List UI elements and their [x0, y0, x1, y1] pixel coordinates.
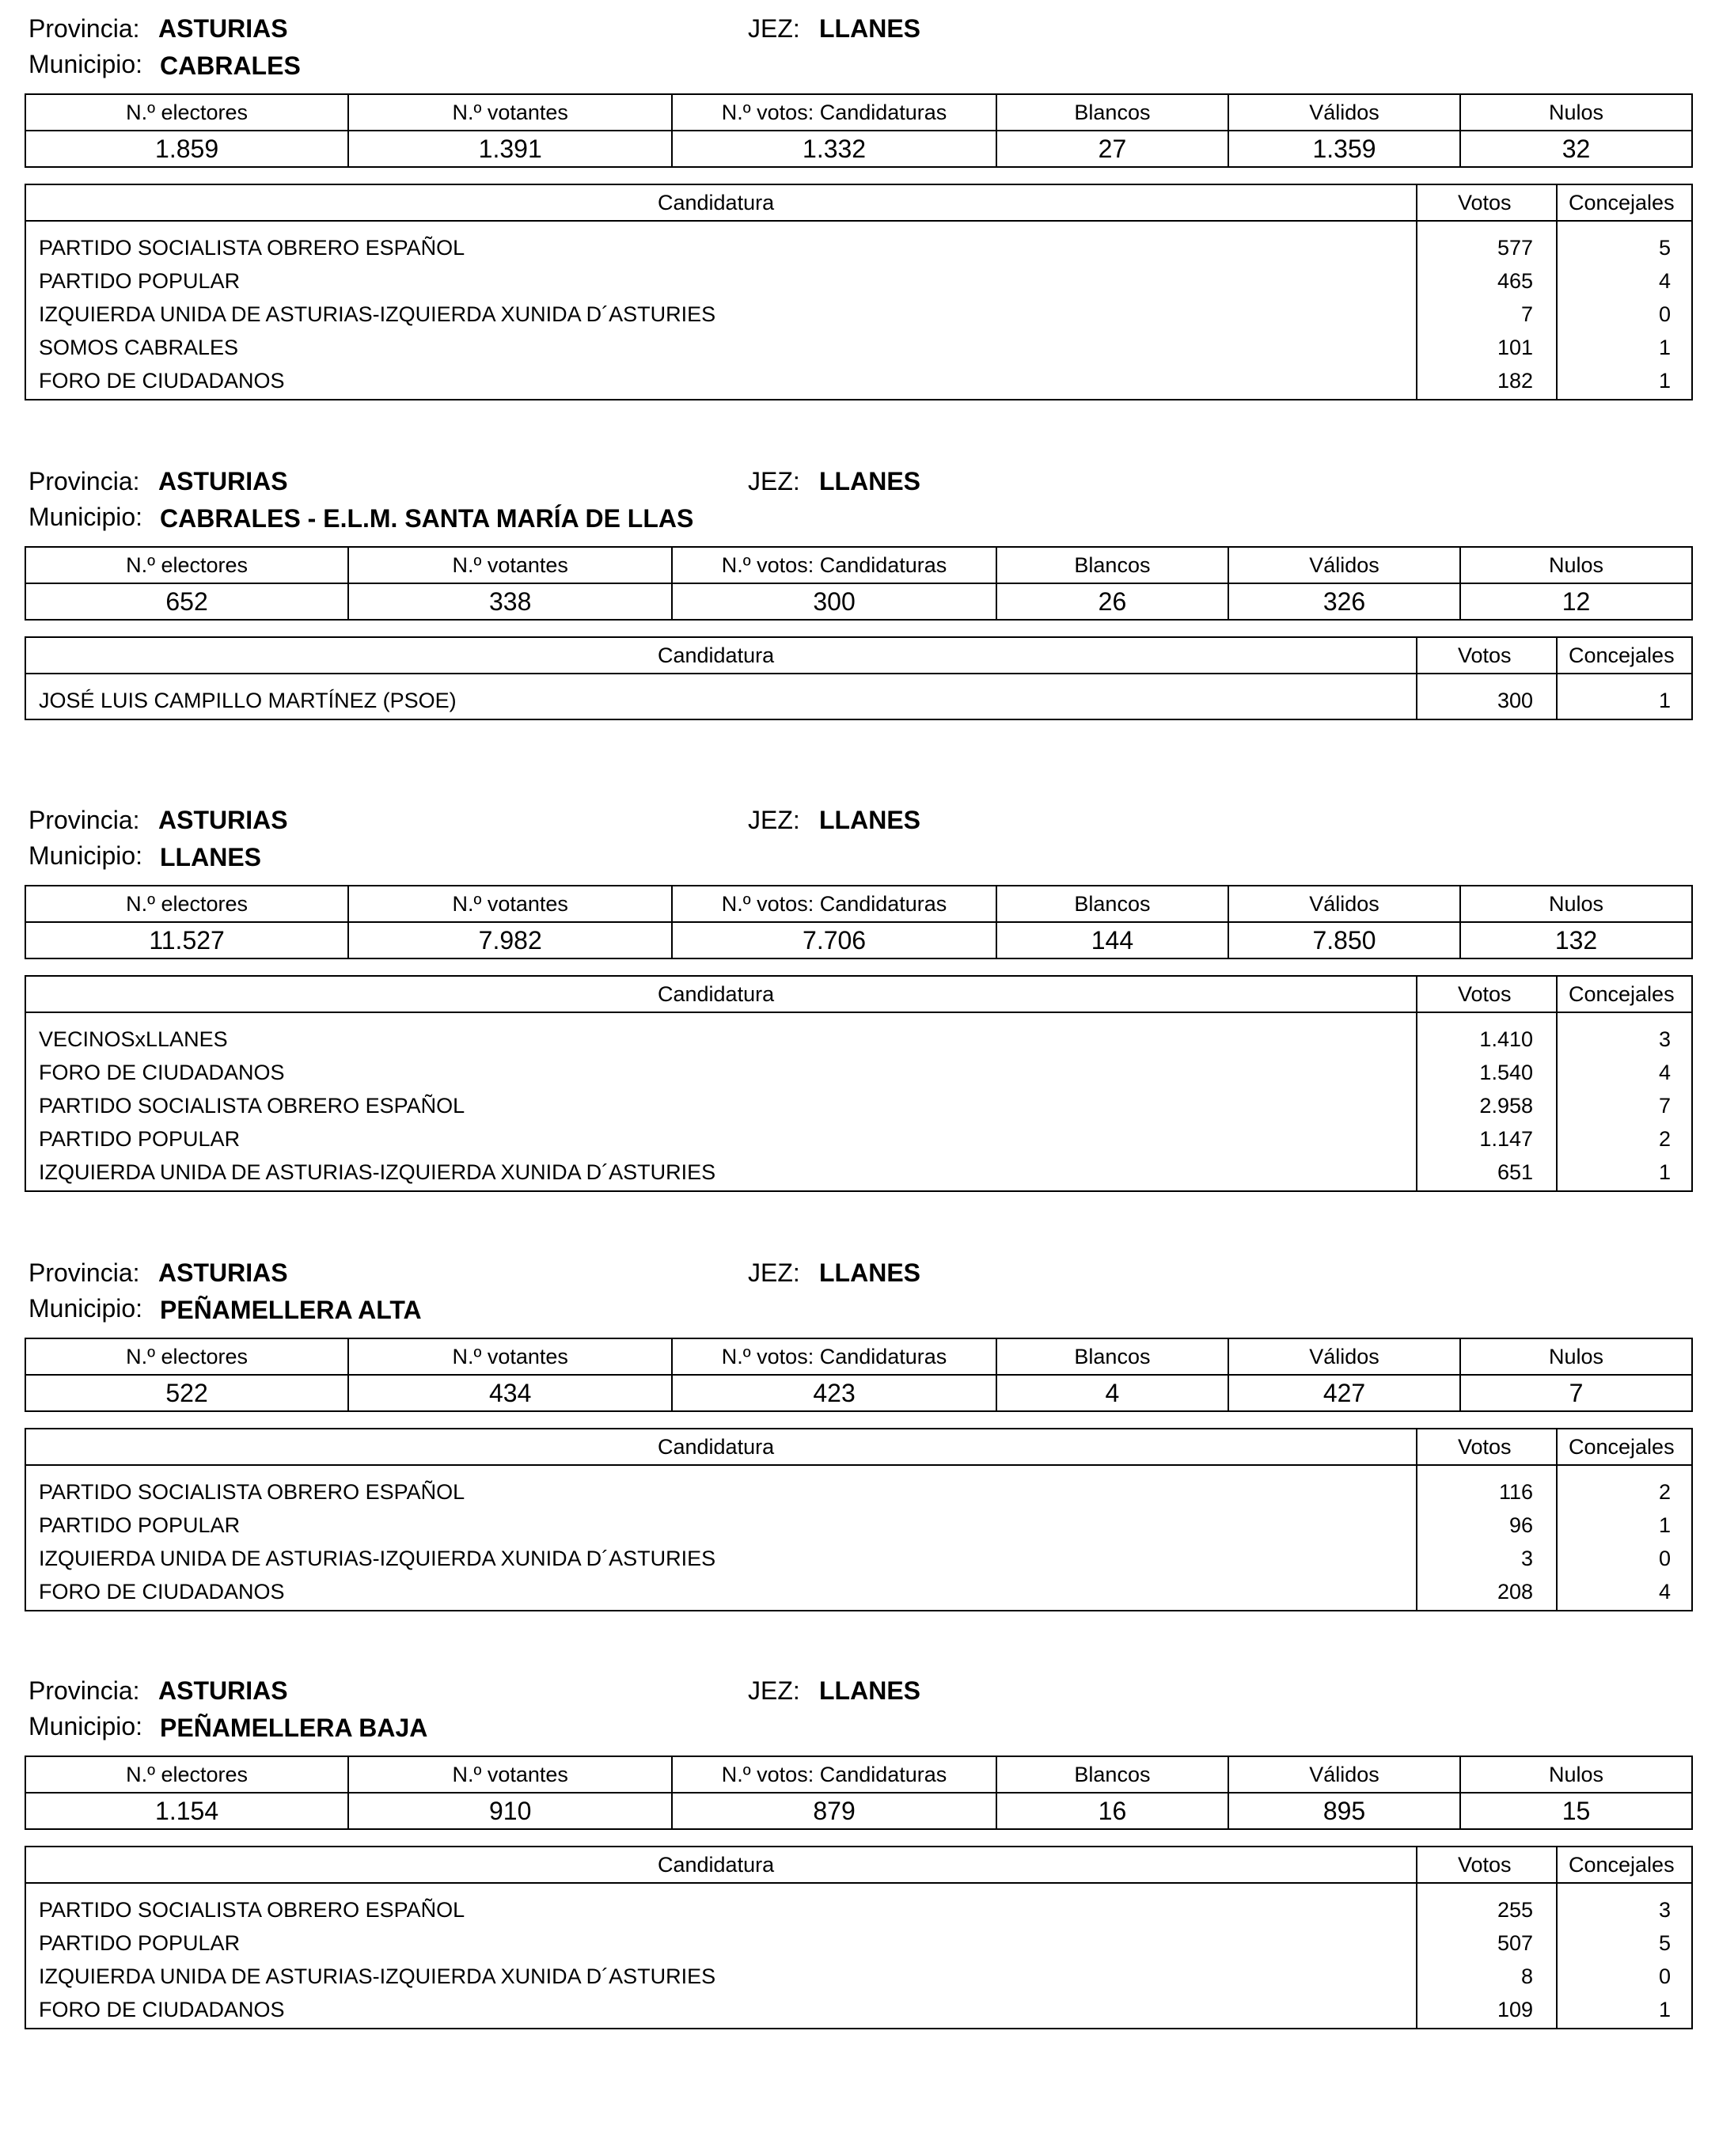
- summary-value-row: [25, 583, 1692, 620]
- provincia-label: Provincia:: [28, 1676, 140, 1705]
- summary-value-cell: 144: [996, 922, 1228, 958]
- candidatura-name: PARTIDO POPULAR: [39, 269, 241, 293]
- column-divider: [1556, 638, 1558, 719]
- candidatura-row: [26, 364, 1691, 397]
- candidatura-votos: 255: [1497, 1898, 1533, 1922]
- summary-value-cell: 326: [1228, 583, 1460, 620]
- summary-header-row: [25, 1756, 1692, 1793]
- jez-value: LLANES: [819, 14, 920, 43]
- municipio-block: [0, 467, 1719, 712]
- municipio-block: [0, 1258, 1719, 1604]
- candidatura-votos: 109: [1497, 1998, 1533, 2021]
- summary-header-cell: Blancos: [996, 1338, 1228, 1375]
- summary-table: [25, 93, 1693, 168]
- candidatura-votos: 3: [1520, 1547, 1533, 1570]
- candidatura-row: [26, 684, 1691, 717]
- candidatura-name: FORO DE CIUDADANOS: [39, 1580, 285, 1604]
- section-header: [0, 1258, 1719, 1338]
- summary-header-row: [25, 886, 1692, 922]
- summary-value-cell: 7: [1460, 1375, 1692, 1411]
- candidatura-concejales: 4: [1658, 1061, 1671, 1084]
- candidatura-name: FORO DE CIUDADANOS: [39, 1998, 285, 2021]
- candidatura-concejales: 1: [1658, 1513, 1671, 1537]
- jez-value: LLANES: [819, 1676, 920, 1705]
- summary-header-cell: N.º votantes: [348, 1338, 672, 1375]
- summary-value-cell: 1.391: [348, 131, 672, 167]
- candidatura-header: Candidatura: [658, 1853, 775, 1877]
- candidatura-votos: 1.540: [1479, 1061, 1533, 1084]
- summary-header-cell: Nulos: [1460, 547, 1692, 583]
- candidatura-header: Candidatura: [658, 1435, 775, 1459]
- candidatura-concejales: 0: [1658, 302, 1671, 326]
- candidatura-name: IZQUIERDA UNIDA DE ASTURIAS-IZQUIERDA XUNIDA D´ASTURIES: [39, 1160, 716, 1184]
- candidatura-name: PARTIDO SOCIALISTA OBRERO ESPAÑOL: [39, 236, 465, 260]
- summary-header-row: [25, 94, 1692, 131]
- summary-header-cell: N.º votos: Candidaturas: [672, 547, 996, 583]
- candidatura-concejales: 2: [1658, 1480, 1671, 1504]
- votos-header: Votos: [1458, 982, 1512, 1006]
- summary-header-cell: N.º votos: Candidaturas: [672, 1756, 996, 1793]
- concejales-header: Concejales: [1569, 1853, 1675, 1877]
- jez-value: LLANES: [819, 1258, 920, 1287]
- candidatura-row: [26, 1575, 1691, 1608]
- candidaturas-table: [25, 636, 1693, 720]
- candidatura-concejales: 3: [1658, 1898, 1671, 1922]
- candidatura-row: [26, 331, 1691, 364]
- candidatura-votos: 8: [1520, 1964, 1533, 1988]
- candidatura-row: [26, 231, 1691, 264]
- summary-header-cell: Válidos: [1228, 94, 1460, 131]
- candidatura-row: [26, 1960, 1691, 1993]
- candidatura-concejales: 3: [1658, 1027, 1671, 1051]
- provincia-value: ASTURIAS: [158, 14, 288, 43]
- column-divider: [1416, 638, 1417, 719]
- summary-header-cell: Válidos: [1228, 1338, 1460, 1375]
- municipio-label: Municipio:: [28, 841, 143, 870]
- summary-value-cell: 895: [1228, 1793, 1460, 1829]
- provincia-label: Provincia:: [28, 1258, 140, 1287]
- candidatura-concejales: 4: [1658, 1580, 1671, 1604]
- summary-value-cell: 11.527: [25, 922, 348, 958]
- jez-label: JEZ:: [748, 806, 800, 834]
- summary-value-cell: 16: [996, 1793, 1228, 1829]
- jez-value: LLANES: [819, 806, 920, 834]
- summary-value-cell: 910: [348, 1793, 672, 1829]
- municipio-value: LLANES: [160, 843, 261, 871]
- municipio-value: PEÑAMELLERA ALTA: [160, 1296, 422, 1324]
- summary-value-cell: 1.332: [672, 131, 996, 167]
- section-header: [0, 467, 1719, 546]
- summary-table: [25, 1756, 1693, 1830]
- summary-value-cell: 7.850: [1228, 922, 1460, 958]
- concejales-header: Concejales: [1569, 191, 1675, 214]
- candidatura-name: FORO DE CIUDADANOS: [39, 369, 285, 393]
- summary-header-cell: Nulos: [1460, 94, 1692, 131]
- summary-value-row: [25, 922, 1692, 958]
- summary-header-row: [25, 547, 1692, 583]
- concejales-header: Concejales: [1569, 1435, 1675, 1459]
- municipio-value: PEÑAMELLERA BAJA: [160, 1714, 428, 1742]
- candidatura-votos: 651: [1497, 1160, 1533, 1184]
- summary-value-cell: 7.706: [672, 922, 996, 958]
- votos-header: Votos: [1458, 1435, 1512, 1459]
- candidaturas-table: [25, 975, 1693, 1192]
- summary-header-cell: N.º votos: Candidaturas: [672, 94, 996, 131]
- summary-value-cell: 26: [996, 583, 1228, 620]
- summary-value-cell: 32: [1460, 131, 1692, 167]
- candidatura-name: PARTIDO POPULAR: [39, 1513, 241, 1537]
- candidatura-name: PARTIDO SOCIALISTA OBRERO ESPAÑOL: [39, 1094, 465, 1118]
- summary-header-row: [25, 1338, 1692, 1375]
- municipio-block: [0, 1676, 1719, 2021]
- candidatura-votos: 96: [1508, 1513, 1533, 1537]
- summary-header-cell: N.º votantes: [348, 886, 672, 922]
- candidatura-votos: 101: [1497, 336, 1533, 359]
- provincia-value: ASTURIAS: [158, 1258, 288, 1287]
- concejales-header: Concejales: [1569, 643, 1675, 667]
- candidatura-votos: 2.958: [1479, 1094, 1533, 1118]
- section-header: [0, 14, 1719, 93]
- summary-value-row: [25, 1375, 1692, 1411]
- candidaturas-rows: [26, 1884, 1691, 2028]
- candidatura-votos: 300: [1497, 689, 1533, 712]
- summary-header-cell: Blancos: [996, 547, 1228, 583]
- candidatura-concejales: 7: [1658, 1094, 1671, 1118]
- candidatura-votos: 116: [1498, 1480, 1533, 1504]
- candidatura-name: PARTIDO SOCIALISTA OBRERO ESPAÑOL: [39, 1480, 465, 1504]
- candidatura-row: [26, 1926, 1691, 1960]
- summary-value-cell: 132: [1460, 922, 1692, 958]
- candidatura-row: [26, 1089, 1691, 1122]
- candidatura-concejales: 1: [1658, 689, 1671, 712]
- candidatura-row: [26, 1056, 1691, 1089]
- summary-value-cell: 7.982: [348, 922, 672, 958]
- provincia-label: Provincia:: [28, 467, 140, 495]
- votos-header: Votos: [1458, 643, 1512, 667]
- jez-value: LLANES: [819, 467, 920, 495]
- summary-value-cell: 4: [996, 1375, 1228, 1411]
- summary-value-cell: 434: [348, 1375, 672, 1411]
- candidatura-votos: 465: [1497, 269, 1533, 293]
- municipio-label: Municipio:: [28, 50, 143, 78]
- candidatura-concejales: 0: [1658, 1964, 1671, 1988]
- summary-value-row: [25, 131, 1692, 167]
- summary-value-cell: 338: [348, 583, 672, 620]
- votos-header: Votos: [1458, 1853, 1512, 1877]
- candidatura-name: PARTIDO POPULAR: [39, 1931, 241, 1955]
- summary-header-cell: N.º electores: [25, 94, 348, 131]
- summary-value-cell: 652: [25, 583, 348, 620]
- summary-value-cell: 15: [1460, 1793, 1692, 1829]
- summary-header-cell: Nulos: [1460, 1338, 1692, 1375]
- summary-header-cell: N.º electores: [25, 547, 348, 583]
- candidatura-row: [26, 1542, 1691, 1575]
- summary-value-cell: 1.359: [1228, 131, 1460, 167]
- candidatura-row: [26, 1509, 1691, 1542]
- concejales-header: Concejales: [1569, 982, 1675, 1006]
- column-divider: [1416, 1847, 1417, 2028]
- candidaturas-header: [26, 1429, 1691, 1466]
- candidatura-row: [26, 1156, 1691, 1189]
- summary-header-cell: Blancos: [996, 1756, 1228, 1793]
- candidatura-name: IZQUIERDA UNIDA DE ASTURIAS-IZQUIERDA XUNIDA D´ASTURIES: [39, 302, 716, 326]
- candidatura-concejales: 5: [1658, 236, 1671, 260]
- candidatura-concejales: 1: [1658, 1160, 1671, 1184]
- candidatura-name: IZQUIERDA UNIDA DE ASTURIAS-IZQUIERDA XUNIDA D´ASTURIES: [39, 1547, 716, 1570]
- summary-table: [25, 1338, 1693, 1412]
- provincia-label: Provincia:: [28, 806, 140, 834]
- summary-header-cell: N.º votos: Candidaturas: [672, 1338, 996, 1375]
- candidatura-name: JOSÉ LUIS CAMPILLO MARTÍNEZ (PSOE): [39, 689, 457, 712]
- summary-header-cell: N.º electores: [25, 1338, 348, 1375]
- column-divider: [1556, 977, 1558, 1190]
- candidatura-name: IZQUIERDA UNIDA DE ASTURIAS-IZQUIERDA XUNIDA D´ASTURIES: [39, 1964, 716, 1988]
- candidatura-votos: 1.410: [1479, 1027, 1533, 1051]
- summary-value-cell: 427: [1228, 1375, 1460, 1411]
- provincia-value: ASTURIAS: [158, 467, 288, 495]
- summary-table: [25, 885, 1693, 959]
- candidatura-votos: 7: [1520, 302, 1533, 326]
- summary-header-cell: N.º votos: Candidaturas: [672, 886, 996, 922]
- section-header: [0, 806, 1719, 885]
- summary-value-cell: 522: [25, 1375, 348, 1411]
- candidaturas-header: [26, 185, 1691, 222]
- summary-value-cell: 423: [672, 1375, 996, 1411]
- candidatura-name: FORO DE CIUDADANOS: [39, 1061, 285, 1084]
- municipio-label: Municipio:: [28, 1294, 143, 1323]
- candidatura-name: PARTIDO SOCIALISTA OBRERO ESPAÑOL: [39, 1898, 465, 1922]
- municipio-block: [0, 806, 1719, 1184]
- municipio-block: [0, 14, 1719, 393]
- candidaturas-header: [26, 977, 1691, 1013]
- summary-header-cell: Válidos: [1228, 547, 1460, 583]
- candidatura-header: Candidatura: [658, 191, 775, 214]
- candidatura-concejales: 4: [1658, 269, 1671, 293]
- candidaturas-rows: [26, 1466, 1691, 1610]
- candidatura-name: PARTIDO POPULAR: [39, 1127, 241, 1151]
- candidatura-row: [26, 298, 1691, 331]
- candidatura-header: Candidatura: [658, 982, 775, 1006]
- column-divider: [1416, 1429, 1417, 1610]
- summary-value-row: [25, 1793, 1692, 1829]
- candidatura-votos: 1.147: [1479, 1127, 1533, 1151]
- jez-label: JEZ:: [748, 1258, 800, 1287]
- column-divider: [1556, 1847, 1558, 2028]
- summary-table: [25, 546, 1693, 621]
- candidaturas-header: [26, 638, 1691, 674]
- candidatura-concejales: 1: [1658, 336, 1671, 359]
- municipio-value: CABRALES: [160, 51, 301, 80]
- summary-value-cell: 1.154: [25, 1793, 348, 1829]
- municipio-label: Municipio:: [28, 503, 143, 531]
- candidatura-row: [26, 1893, 1691, 1926]
- candidatura-row: [26, 1993, 1691, 2026]
- summary-header-cell: N.º votantes: [348, 94, 672, 131]
- candidaturas-header: [26, 1847, 1691, 1884]
- summary-value-cell: 27: [996, 131, 1228, 167]
- column-divider: [1556, 185, 1558, 399]
- candidatura-concejales: 1: [1658, 369, 1671, 393]
- candidatura-header: Candidatura: [658, 643, 775, 667]
- jez-label: JEZ:: [748, 1676, 800, 1705]
- column-divider: [1416, 977, 1417, 1190]
- summary-header-cell: Válidos: [1228, 1756, 1460, 1793]
- provincia-label: Provincia:: [28, 14, 140, 43]
- candidaturas-table: [25, 184, 1693, 400]
- candidatura-name: VECINOSxLLANES: [39, 1027, 228, 1051]
- candidaturas-rows: [26, 222, 1691, 399]
- summary-header-cell: Nulos: [1460, 886, 1692, 922]
- summary-header-cell: N.º votantes: [348, 1756, 672, 1793]
- candidatura-row: [26, 1122, 1691, 1156]
- summary-header-cell: Nulos: [1460, 1756, 1692, 1793]
- municipio-value: CABRALES - E.L.M. SANTA MARÍA DE LLAS: [160, 504, 694, 533]
- summary-value-cell: 879: [672, 1793, 996, 1829]
- candidatura-votos: 577: [1497, 236, 1533, 260]
- summary-header-cell: Blancos: [996, 94, 1228, 131]
- candidatura-concejales: 2: [1658, 1127, 1671, 1151]
- candidatura-votos: 208: [1497, 1580, 1533, 1604]
- candidatura-row: [26, 1475, 1691, 1509]
- provincia-value: ASTURIAS: [158, 806, 288, 834]
- summary-value-cell: 1.859: [25, 131, 348, 167]
- summary-value-cell: 300: [672, 583, 996, 620]
- candidatura-name: SOMOS CABRALES: [39, 336, 239, 359]
- column-divider: [1416, 185, 1417, 399]
- municipio-label: Municipio:: [28, 1712, 143, 1740]
- jez-label: JEZ:: [748, 467, 800, 495]
- candidatura-row: [26, 1023, 1691, 1056]
- candidatura-concejales: 1: [1658, 1998, 1671, 2021]
- summary-header-cell: Blancos: [996, 886, 1228, 922]
- candidaturas-table: [25, 1428, 1693, 1611]
- candidatura-concejales: 0: [1658, 1547, 1671, 1570]
- candidatura-concejales: 5: [1658, 1931, 1671, 1955]
- column-divider: [1556, 1429, 1558, 1610]
- candidaturas-table: [25, 1846, 1693, 2029]
- provincia-value: ASTURIAS: [158, 1676, 288, 1705]
- candidatura-votos: 182: [1497, 369, 1533, 393]
- candidatura-votos: 507: [1497, 1931, 1533, 1955]
- section-header: [0, 1676, 1719, 1756]
- jez-label: JEZ:: [748, 14, 800, 43]
- votos-header: Votos: [1458, 191, 1512, 214]
- candidatura-row: [26, 264, 1691, 298]
- summary-header-cell: N.º votantes: [348, 547, 672, 583]
- summary-header-cell: N.º electores: [25, 886, 348, 922]
- summary-header-cell: N.º electores: [25, 1756, 348, 1793]
- candidaturas-rows: [26, 674, 1691, 719]
- candidaturas-rows: [26, 1013, 1691, 1190]
- summary-value-cell: 12: [1460, 583, 1692, 620]
- summary-header-cell: Válidos: [1228, 886, 1460, 922]
